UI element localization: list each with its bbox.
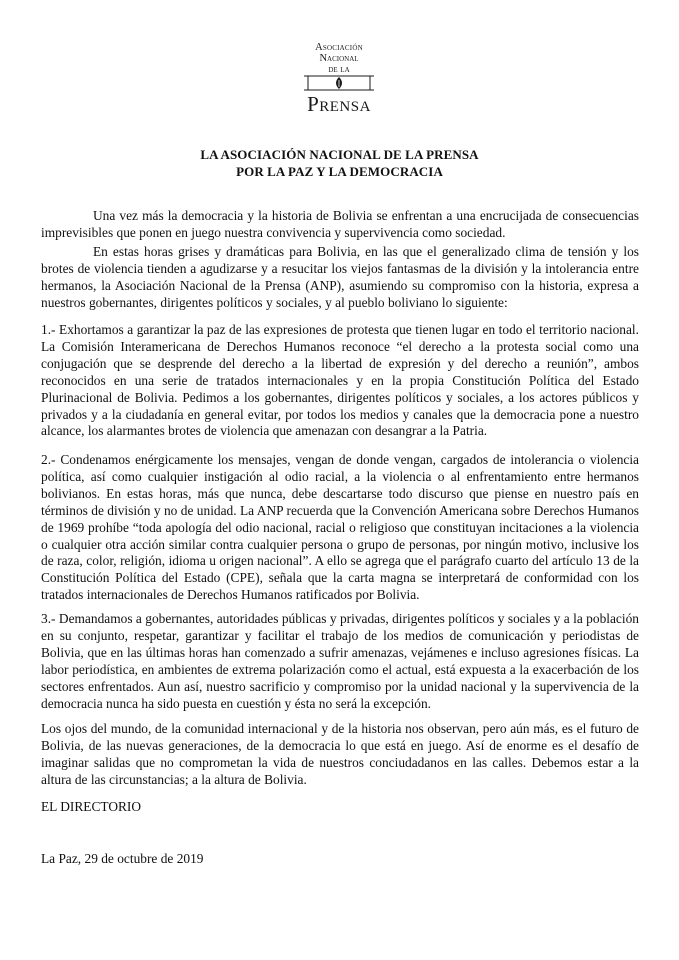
logo-line-3: de la xyxy=(328,64,350,75)
document-title-line-1: LA ASOCIACIÓN NACIONAL DE LA PRENSA xyxy=(200,147,479,162)
document-title-line-2: POR LA PAZ Y LA DEMOCRACIA xyxy=(236,164,443,179)
anp-logo xyxy=(296,40,382,118)
logo-line-2: Nacional xyxy=(319,53,359,64)
paragraph-context: En estas horas grises y dramáticas para Bolivia, en las que el generalizado clima de tensión y los brotes de violencia tienden a agudizarse y a resucitar los viejos fantasmas de la división y la intolerancia entre hermanos, la Asociación Nacional de la Prensa (ANP), asumiendo su compromiso con la historia, expresa a nuestros gobernantes, dirigentes políticos y sociales, y al pueblo boliviano lo siguiente: xyxy=(41,244,639,310)
paragraph-point-3: 3.- Demandamos a gobernantes, autoridades públicas y privadas, dirigentes políticos y sociales y a la población en su conjunto, respetar, garantizar y facilitar el trabajo de los medios de comunicación y periodistas de Bolivia, que en las últimas horas han comenzado a sufrir amenazas, vejámenes e incluso agresiones físicas. La labor periodística, en ambientes de extrema polarización como el actual, está expuesta a la exacerbación de los sectores enfrentados. Aun así, nuestro sacrificio y compromiso por la unidad nacional y la supervivencia de la democracia nunca ha sido puesta en cuestión y ésta no será la excepción. xyxy=(41,611,639,711)
logo-line-4: Prensa xyxy=(307,92,371,116)
place-and-date: La Paz, 29 de octubre de 2019 xyxy=(41,851,204,866)
logo-line-1: Asociación xyxy=(315,42,363,53)
paragraph-closing: Los ojos del mundo, de la comunidad internacional y de la historia nos observan, pero aún más, es el futuro de Bolivia, de las nuevas generaciones, de la democracia lo que está en juego. Así de enorme es el desafío de imaginar salidas que no comprometan la vida de nuestros conciudadanos en las calles. Debemos estar a la altura de las circunstancias; a la altura de Bolivia. xyxy=(41,721,639,787)
paragraph-point-1: 1.- Exhortamos a garantizar la paz de las expresiones de protesta que tienen lugar en todo el territorio nacional. La Comisión Interamericana de Derechos Humanos reconoce “el derecho a la protesta social como una conjugación que se desprende del derecho a la libertad de expresión y del derecho a reunión”, ambos reconocidos en una serie de tratados internacionales y en la propia Constitución Política del Estado Plurinacional de Bolivia. Pedimos a los gobernantes, dirigentes políticos y sociales, a los actores públicos y privados y a la ciudadanía en general evitar, por todos los medios y canales que la democracia pone a nuestro alcance, los alarmantes brotes de violencia que amenazan con desangrar a la Patria. xyxy=(41,322,639,439)
paragraph-intro: Una vez más la democracia y la historia de Bolivia se enfrentan a una encrucijada de consecuencias imprevisibles que ponen en juego nuestra convivencia y supervivencia como sociedad. xyxy=(41,208,639,240)
signature: EL DIRECTORIO xyxy=(41,799,142,814)
paragraph-point-2: 2.- Condenamos enérgicamente los mensajes, vengan de donde vengan, cargados de intolerancia o violencia política, así como cualquier instigación al odio racial, a la violencia o al enfrentamiento entre hermanos bolivianos. En estas horas, más que nunca, debe descartarse todo discurso que piense en nuestro país en términos de división y no de unidad. La ANP recuerda que la Convención Americana sobre Derechos Humanos de 1969 prohíbe “toda apología del odio nacional, racial o religioso que constituyan incitaciones a la violencia o cualquier otra acción similar contra cualquier persona o grupo de personas, por ningún motivo, inclusive los de raza, color, religión, idioma u origen nacional”. A ello se agrega que el parágrafo cuarto del artículo 13 de la Constitución Política del Estado (CPE), señala que la carta magna se interpretará de conformidad con los tratados internacionales de Derechos Humanos ratificados por Bolivia. xyxy=(41,452,639,603)
